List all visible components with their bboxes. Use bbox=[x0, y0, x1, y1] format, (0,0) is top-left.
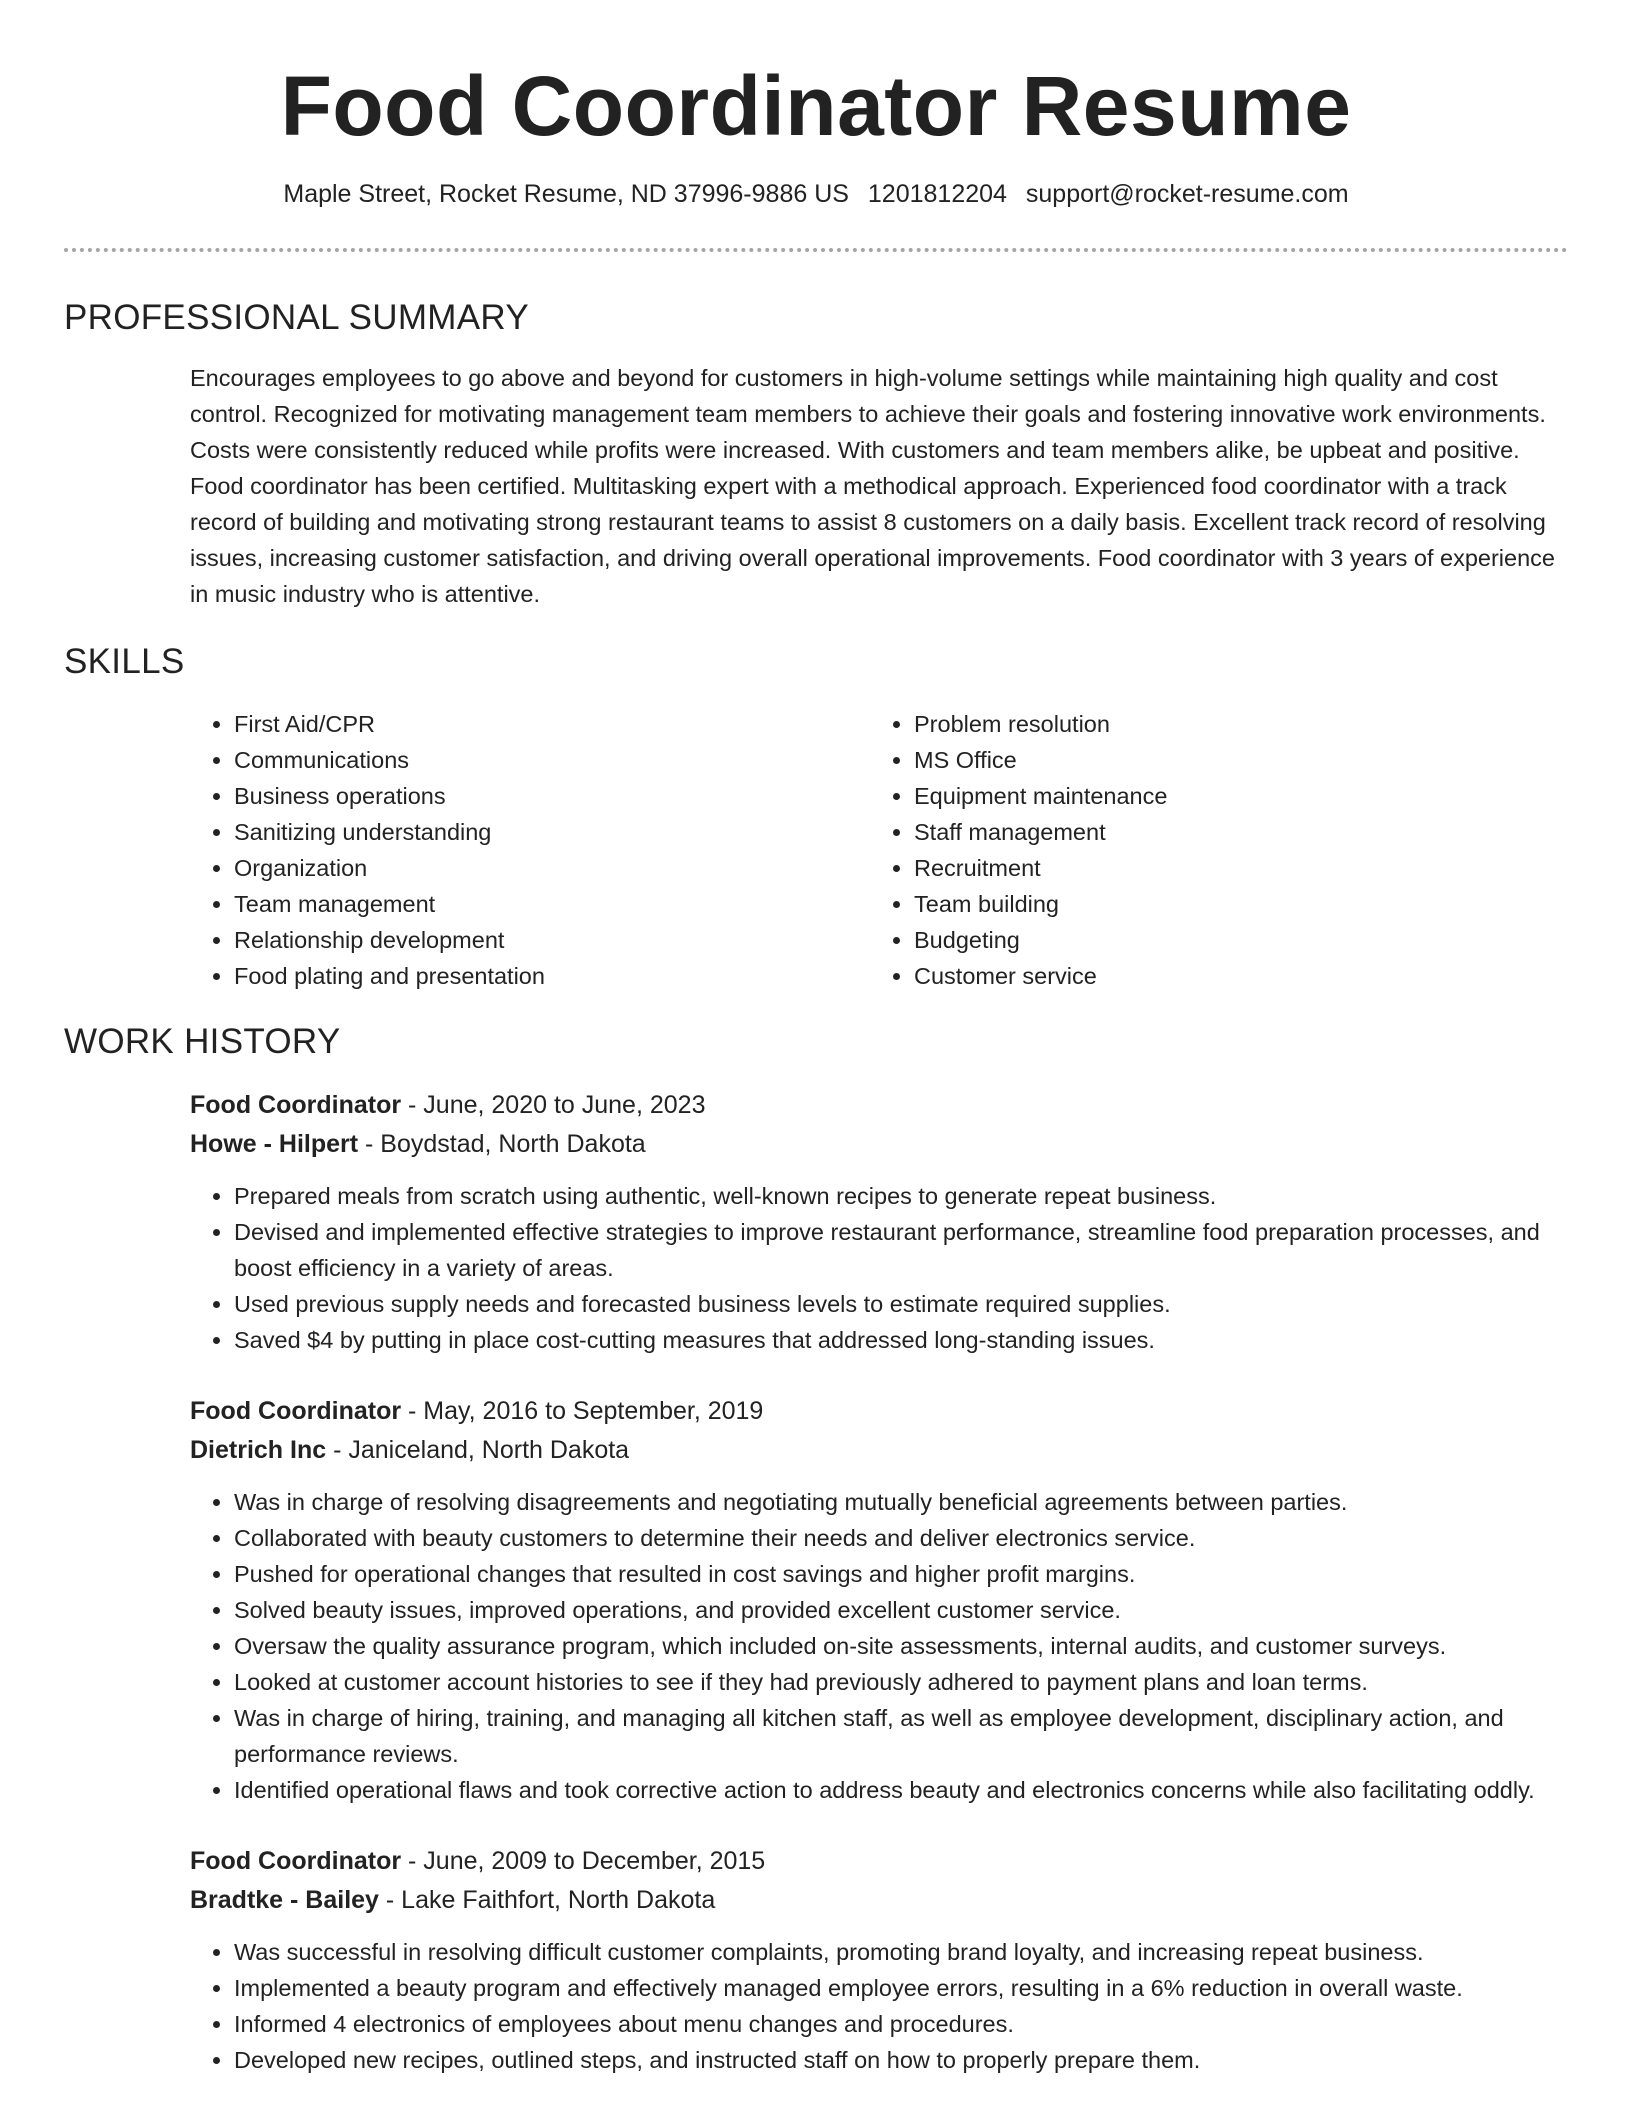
job-company: Dietrich Inc bbox=[190, 1436, 327, 1464]
job-title: Food Coordinator bbox=[190, 1847, 402, 1875]
skills-section bbox=[64, 640, 1568, 994]
skill-item: • Customer service bbox=[914, 958, 1167, 994]
job-bullets bbox=[190, 1178, 1568, 1358]
job-dates: - June, 2009 to December, 2015 bbox=[401, 1847, 766, 1875]
skill-item: • Budgeting bbox=[914, 922, 1167, 958]
skill-item: • Organization bbox=[234, 850, 870, 886]
job-company: Bradtke - Bailey bbox=[190, 1886, 379, 1914]
job-company-line bbox=[190, 1125, 1568, 1164]
skill-item: • Communications bbox=[234, 742, 870, 778]
job-title-line bbox=[190, 1392, 1568, 1431]
work-history-heading: WORK HISTORY bbox=[64, 1022, 341, 1061]
skills-columns bbox=[190, 706, 1568, 994]
skill-item: • Food plating and presentation bbox=[234, 958, 870, 994]
skill-item: • Problem resolution bbox=[914, 706, 1167, 742]
job-bullet: • Identified operational flaws and took corrective action to address beauty and electronics concerns while also facilitating oddly. bbox=[234, 1772, 1568, 1808]
job-bullet: • Solved beauty issues, improved operations, and provided excellent customer service. bbox=[234, 1592, 1568, 1628]
skill-item: • Recruitment bbox=[914, 850, 1167, 886]
job-entry bbox=[190, 1842, 1568, 2078]
skill-item: • Equipment maintenance bbox=[914, 778, 1167, 814]
job-dates: - May, 2016 to September, 2019 bbox=[401, 1397, 764, 1425]
job-bullet: • Saved $4 by putting in place cost-cutting measures that addressed long-standing issues. bbox=[234, 1322, 1568, 1358]
job-bullet: • Looked at customer account histories to see if they had previously adhered to payment plans and loan terms. bbox=[234, 1664, 1568, 1700]
summary-heading: PROFESSIONAL SUMMARY bbox=[64, 298, 529, 337]
skill-item: • MS Office bbox=[914, 742, 1167, 778]
skill-item: • First Aid/CPR bbox=[234, 706, 870, 742]
resume-title: Food Coordinator Resume bbox=[280, 59, 1352, 153]
header-divider bbox=[64, 248, 1568, 252]
job-bullet: • Prepared meals from scratch using authentic, well-known recipes to generate repeat business. bbox=[234, 1178, 1568, 1214]
contact-phone: 1201812204 bbox=[867, 180, 1007, 208]
job-entry bbox=[190, 1086, 1568, 1358]
skills-list-right bbox=[870, 706, 1167, 994]
skill-item: • Relationship development bbox=[234, 922, 870, 958]
job-bullets bbox=[190, 1484, 1568, 1808]
skill-item: • Team building bbox=[914, 886, 1167, 922]
job-location: - Janiceland, North Dakota bbox=[326, 1436, 630, 1464]
job-bullet: • Developed new recipes, outlined steps, and instructed staff on how to properly prepare them. bbox=[234, 2042, 1568, 2078]
summary-text: Encourages employees to go above and beyond for customers in high-volume settings while maintaining high quality and cost control. Recognized for motivating management team members to achieve their goals and fostering innovative work environments. Costs were consistently reduced while profits were increased. With customers and team members alike, be upbeat and positive. Food coordinator has been certified. Multitasking expert with a methodical approach. Experienced food coordinator with a track record of building and motivating strong restaurant teams to assist 8 customers on a daily basis. Excellent track record of resolving issues, increasing customer satisfaction, and driving overall operational improvements. Food coordinator with 3 years of experience in music industry who is attentive. bbox=[190, 365, 1555, 607]
summary-section bbox=[64, 296, 1568, 612]
skill-item: • Sanitizing understanding bbox=[234, 814, 870, 850]
job-bullet: • Used previous supply needs and forecasted business levels to estimate required supplies. bbox=[234, 1286, 1568, 1322]
job-bullet: • Was in charge of hiring, training, and managing all kitchen staff, as well as employee development, disciplinary action, and performance reviews. bbox=[234, 1700, 1568, 1772]
job-bullet: • Informed 4 electronics of employees about menu changes and procedures. bbox=[234, 2006, 1568, 2042]
job-title: Food Coordinator bbox=[190, 1397, 402, 1425]
job-title: Food Coordinator bbox=[190, 1091, 402, 1119]
job-company: Howe - Hilpert bbox=[190, 1130, 359, 1158]
skills-list-left bbox=[190, 706, 870, 994]
job-bullet: • Was successful in resolving difficult customer complaints, promoting brand loyalty, and increasing repeat business. bbox=[234, 1934, 1568, 1970]
job-company-line bbox=[190, 1881, 1568, 1920]
job-location: - Boydstad, North Dakota bbox=[358, 1130, 646, 1158]
job-bullets bbox=[190, 1934, 1568, 2078]
skill-item: • Business operations bbox=[234, 778, 870, 814]
skill-item: • Team management bbox=[234, 886, 870, 922]
skills-heading: SKILLS bbox=[64, 642, 185, 681]
job-location: - Lake Faithfort, North Dakota bbox=[378, 1886, 716, 1914]
skill-item: • Staff management bbox=[914, 814, 1167, 850]
job-bullet: • Devised and implemented effective strategies to improve restaurant performance, streamline food preparation processes, and boost efficiency in a variety of areas. bbox=[234, 1214, 1568, 1286]
job-bullet: • Collaborated with beauty customers to determine their needs and deliver electronics service. bbox=[234, 1520, 1568, 1556]
contact-line bbox=[64, 178, 1568, 210]
job-title-line bbox=[190, 1842, 1568, 1881]
job-bullet: • Was in charge of resolving disagreements and negotiating mutually beneficial agreements between parties. bbox=[234, 1484, 1568, 1520]
job-title-line bbox=[190, 1086, 1568, 1125]
contact-address: Maple Street, Rocket Resume, ND 37996-9886 US bbox=[283, 180, 849, 208]
job-dates: - June, 2020 to June, 2023 bbox=[401, 1091, 706, 1119]
job-bullet: • Pushed for operational changes that resulted in cost savings and higher profit margins. bbox=[234, 1556, 1568, 1592]
job-bullet: • Oversaw the quality assurance program, which included on-site assessments, internal audits, and customer surveys. bbox=[234, 1628, 1568, 1664]
contact-email: support@rocket-resume.com bbox=[1025, 180, 1349, 208]
job-company-line bbox=[190, 1431, 1568, 1470]
work-history-section bbox=[64, 1020, 1568, 2078]
job-bullet: • Implemented a beauty program and effectively managed employee errors, resulting in a 6% reduction in overall waste. bbox=[234, 1970, 1568, 2006]
job-entry bbox=[190, 1392, 1568, 1808]
